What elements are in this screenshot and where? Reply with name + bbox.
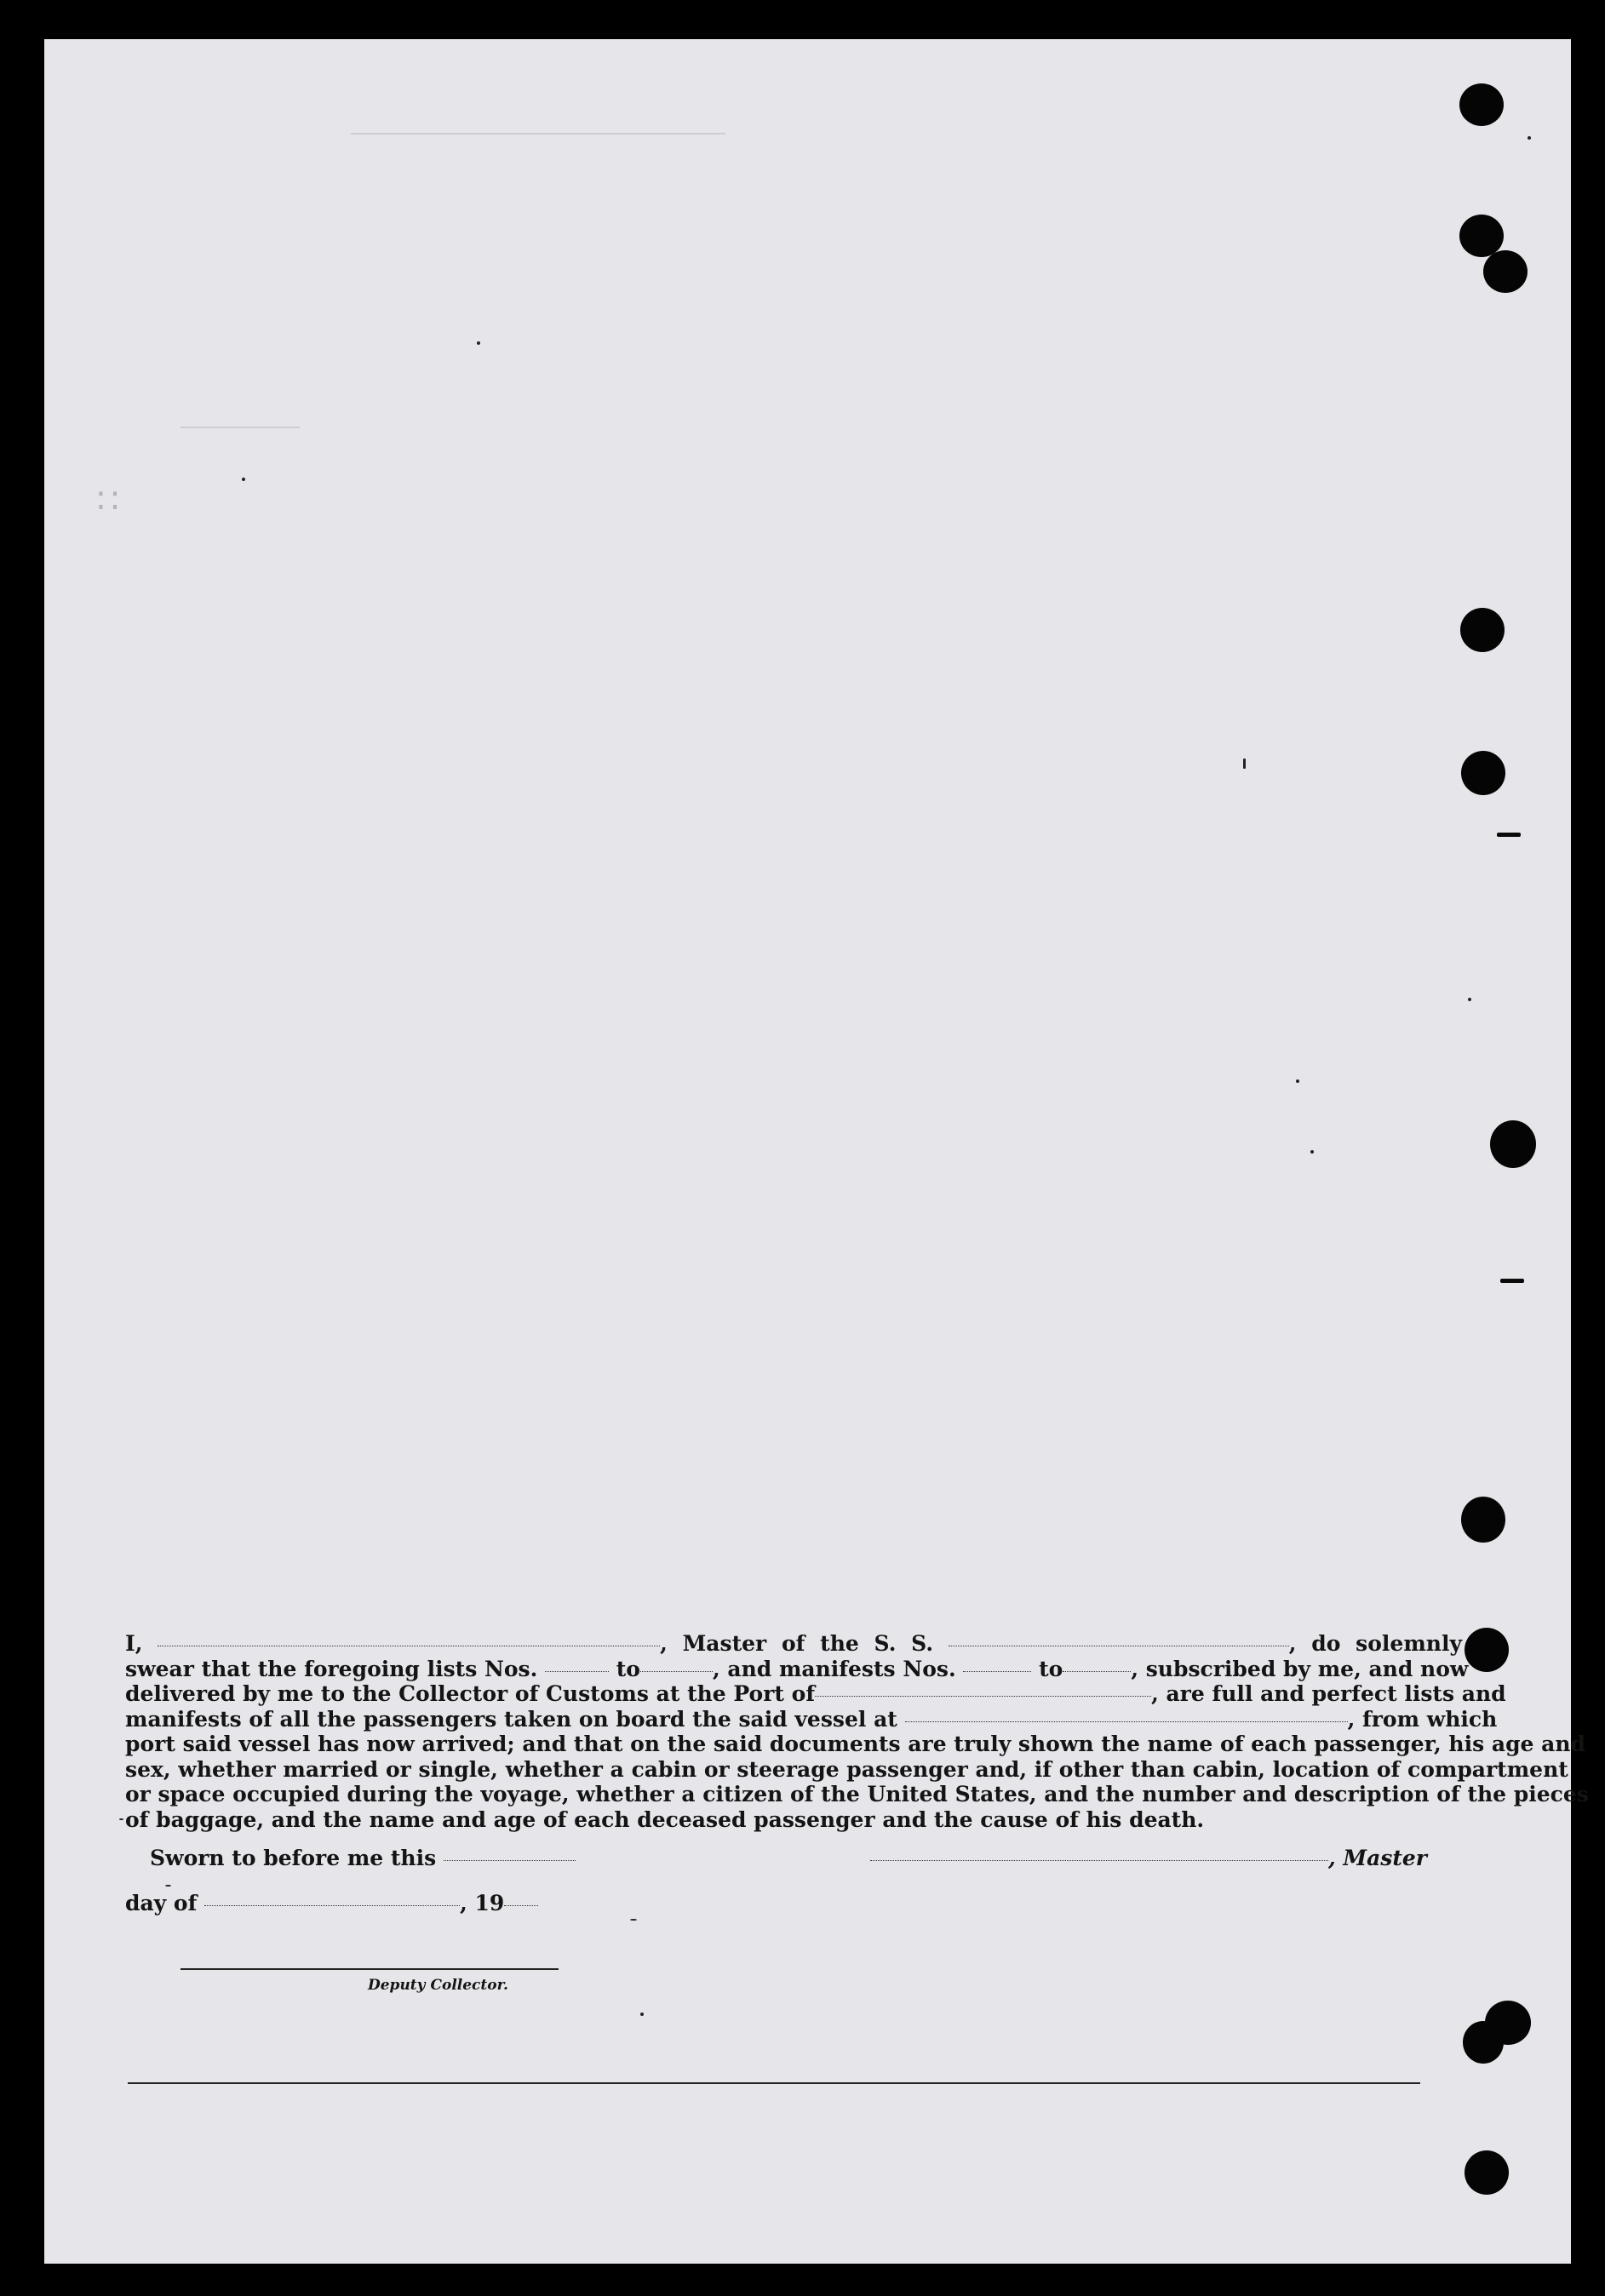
blank-month[interactable] [204,1905,460,1906]
oath-paragraph [125,1631,1589,1832]
blank-port-of-departure[interactable] [905,1721,1348,1722]
oath-text: to [616,1656,640,1681]
oath-text: manifests of all the passengers taken on board the said vessel at [125,1706,897,1732]
oath-line-2 [125,1656,1469,1682]
day-of-line [125,1891,538,1915]
speck [1310,1150,1314,1154]
blank-list-to[interactable] [640,1671,713,1672]
oath-text: , Master of the S. S. [660,1631,934,1656]
blank-year[interactable] [504,1905,538,1906]
ghost-line-box [181,427,300,428]
oath-line-7: or space occupied during the voyage, whether a citizen of the United States, and the number and description of the pieces [125,1782,1589,1806]
speck [1296,1079,1299,1083]
bottom-rule [128,2082,1420,2084]
oath-text: I, [125,1631,143,1656]
punch-hole [1490,1120,1536,1168]
ghost-line-top [351,133,725,135]
oath-text: , do solemnly [1288,1631,1462,1656]
speck [1528,136,1531,140]
oath-text: swear that the foregoing lists Nos. [125,1656,538,1681]
punch-hole [1483,250,1528,293]
blank-sworn-date[interactable] [444,1860,576,1861]
punch-hole [1459,83,1504,126]
blank-manifest-from[interactable] [963,1671,1031,1672]
oath-line-5: port said vessel has now arrived; and that on the said documents are truly shown the name of each passenger, his age and [125,1732,1586,1756]
document-page [44,39,1589,2264]
speck [630,1919,637,1921]
sworn-text: Sworn to before me this [150,1846,437,1870]
master-label: , Master [1328,1846,1427,1870]
oath-line-8: of baggage, and the name and age of each deceased passenger and the cause of his death. [125,1806,1205,1832]
blank-list-from[interactable] [545,1671,609,1672]
oath-line-1 [125,1631,1462,1657]
speck [477,341,480,345]
oath-text: delivered by me to the Collector of Customs at the Port of [125,1681,816,1706]
margin-dash [1497,833,1521,837]
speck [242,478,245,481]
oath-text: , and manifests Nos. [712,1656,956,1681]
speck [119,1818,123,1820]
speck [640,2013,644,2016]
oath-text: , subscribed by me, and now [1131,1656,1469,1681]
speck [1243,759,1246,769]
oath-text: , are full and perfect lists and [1151,1681,1506,1706]
speck [165,1885,171,1887]
ghost-mark: ∷ [97,482,119,521]
deputy-collector-label: Deputy Collector. [368,1977,508,1994]
margin-dash [1500,1279,1524,1283]
punch-hole [1465,1628,1509,1672]
oath-line-4 [125,1706,1498,1732]
punch-hole [1461,1497,1505,1543]
punch-hole [1460,608,1505,652]
day-of-text: day of [125,1891,198,1915]
punch-hole [1461,751,1505,795]
blank-manifest-to[interactable] [1063,1671,1131,1672]
oath-line-6: sex, whether married or single, whether a cabin or steerage passenger and, if other than cabin, location of compartment [125,1756,1568,1782]
deputy-signature-line[interactable] [181,1968,559,1970]
oath-text: to [1039,1656,1063,1681]
punch-hole [1465,2150,1509,2195]
blank-master-signature[interactable] [870,1860,1328,1861]
punch-hole [1463,2021,1504,2064]
speck [1468,998,1471,1001]
oath-line-3 [125,1681,1506,1707]
blank-port-of-arrival[interactable] [815,1696,1151,1697]
master-signature-line [870,1846,1427,1870]
sworn-line [150,1846,576,1870]
oath-text: , from which [1347,1706,1498,1732]
year-prefix-text: , 19 [460,1891,505,1915]
